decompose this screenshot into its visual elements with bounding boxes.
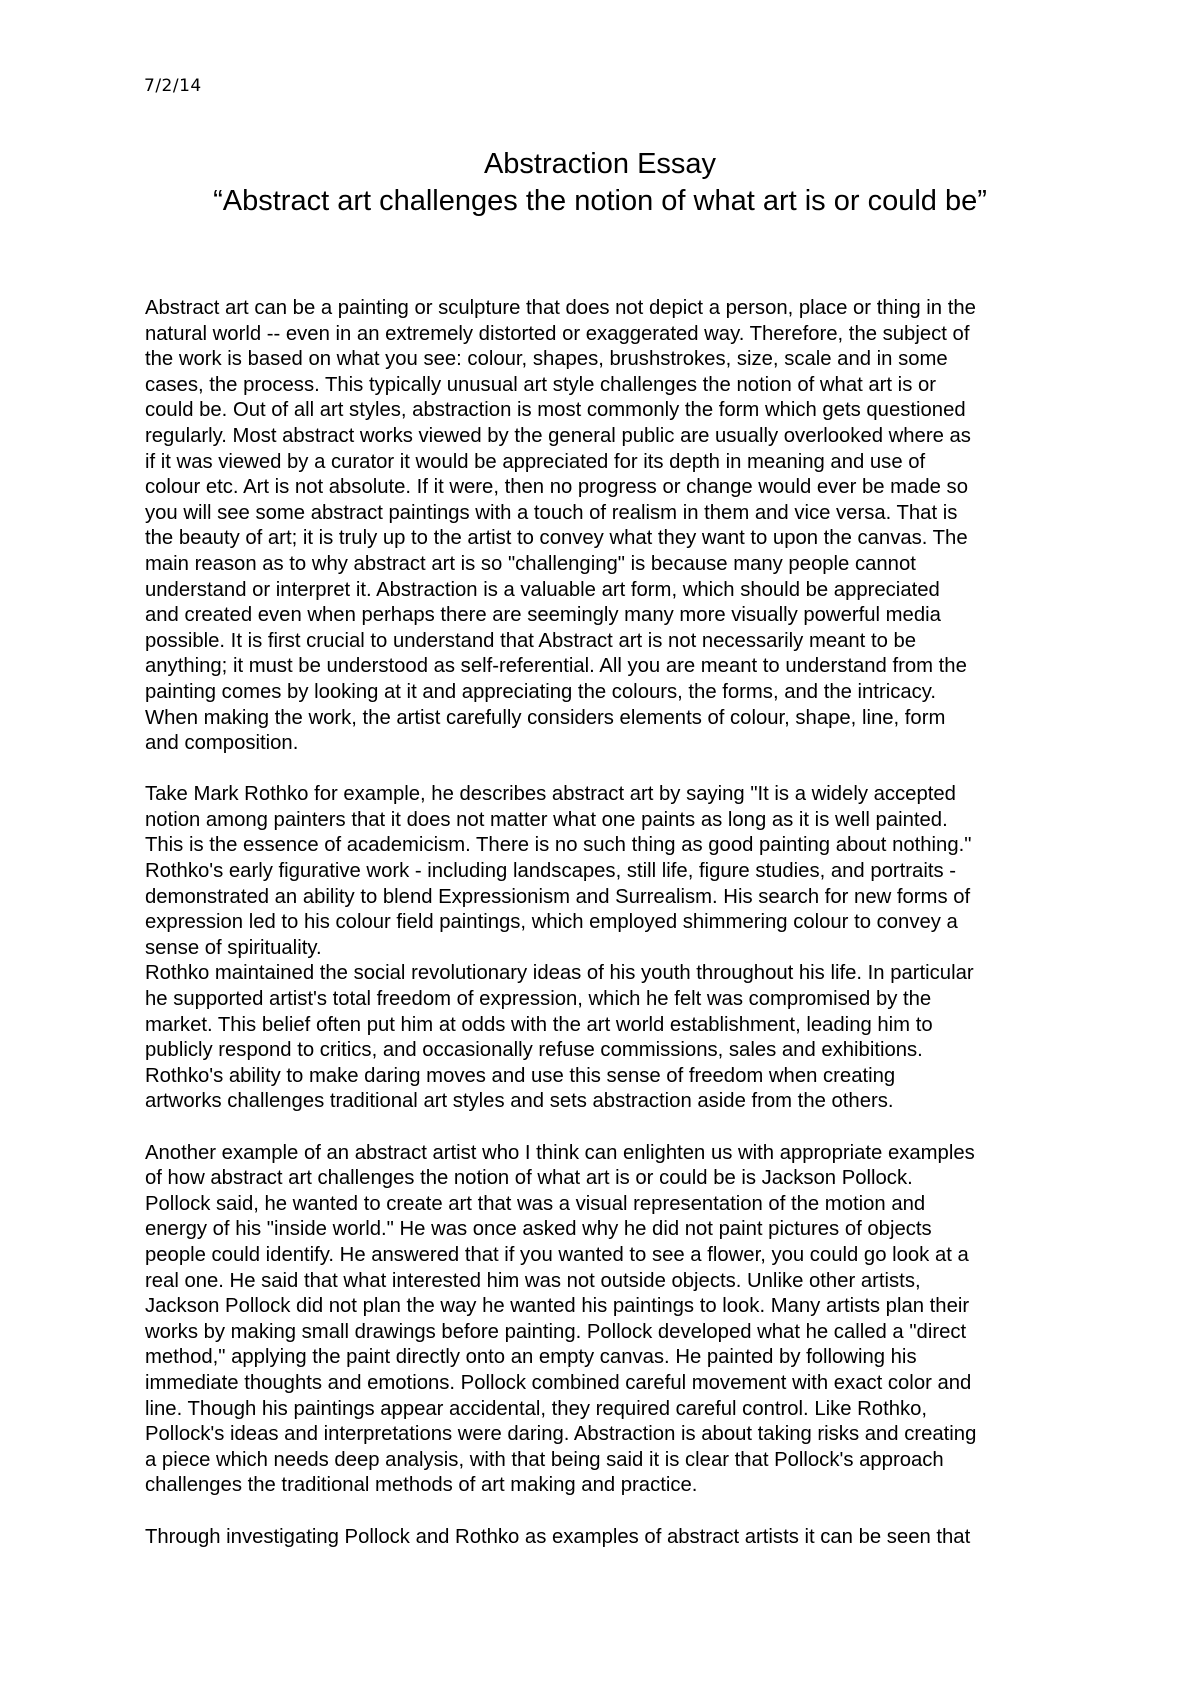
title-block <box>100 146 1100 220</box>
essay-body <box>145 296 1075 1576</box>
document-date: 7/2/14 <box>144 76 202 96</box>
paragraph-conclusion: Through investigating Pollock and Rothko as examples of abstract artists it can be seen that <box>145 1525 971 1548</box>
paragraph-intro: Abstract art can be a painting or sculpture that does not depict a person, place or thing in the natural world -- even in an extremely distorted or exaggerated way. Therefore, the subject of the work is based on what you see: colour, shapes, brushstrokes, size, scale and in some cases, the process. This typically unusual art style challenges the notion of what art is or could be. Out of all art styles, abstraction is most commonly the form which gets questioned regularly. Most abstract works viewed by the general public are usually overlooked where as if it was viewed by a curator it would be appreciated for its depth in meaning and use of colour etc. Art is not absolute. If it were, then no progress or change would ever be made so you will see some abstract paintings with a touch of realism in them and vice versa. That is the beauty of art; it is truly up to the artist to convey what they want to upon the canvas. The main reason as to why abstract art is so "challenging" is because many people cannot understand or interpret it. Abstraction is a valuable art form, which should be appreciated and created even when perhaps there are seemingly many more visually powerful media possible. It is first crucial to understand that Abstract art is not necessarily meant to be anything; it must be understood as self-referential. All you are meant to understand from the painting comes by looking at it and appreciating the colours, the forms, and the intricacy. When making the work, the artist carefully considers elements of colour, shape, line, form and composition. <box>145 297 976 755</box>
document-title: Abstraction Essay <box>483 148 717 180</box>
paragraph-rothko-quote: Take Mark Rothko for example, he describes abstract art by saying "It is a widely accepted notion among painters that it does not matter what one paints as long as it is well painted. This is the essence of academicism. There is no such thing as good painting about nothing." Rothko's early figurative work - including landscapes, still life, figure studies, and portraits - demonstrated an ability to blend Expressionism and Surrealism. His search for new forms of expression led to his colour field paintings, which employed shimmering colour to convey a sense of spirituality. <box>145 783 972 959</box>
paragraph-pollock: Another example of an abstract artist who I think can enlighten us with appropriate examples of how abstract art challenges the notion of what art is or could be is Jackson Pollock. Pollock said, he wanted to create art that was a visual representation of the motion and energy of his "inside world." He was once asked why he did not paint pictures of objects people could identify. He answered that if you wanted to see a flower, you could go look at a real one. He said that what interested him was not outside objects. Unlike other artists, Jackson Pollock did not plan the way he wanted his paintings to look. Many artists plan their works by making small drawings before painting. Pollock developed what he called a "direct method," applying the paint directly onto an empty canvas. He painted by following his immediate thoughts and emotions. Pollock combined careful movement with exact color and line. Though his paintings appear accidental, they required careful control. Like Rothko, Pollock's ideas and interpretations were daring. Abstraction is about taking risks and creating a piece which needs deep analysis, with that being said it is clear that Pollock's approach challenges the traditional methods of art making and practice. <box>145 1141 977 1497</box>
document-subtitle: “Abstract art challenges the notion of what art is or could be” <box>213 185 987 217</box>
paragraph-rothko-freedom: Rothko maintained the social revolutionary ideas of his youth throughout his life. In particular he supported artist's total freedom of expression, which he felt was compromised by the market. This belief often put him at odds with the art world establishment, leading him to publicly respond to critics, and occasionally refuse commissions, sales and exhibitions. Rothko's ability to make daring moves and use this sense of freedom when creating artworks challenges traditional art styles and sets abstraction aside from the others. <box>145 962 974 1113</box>
